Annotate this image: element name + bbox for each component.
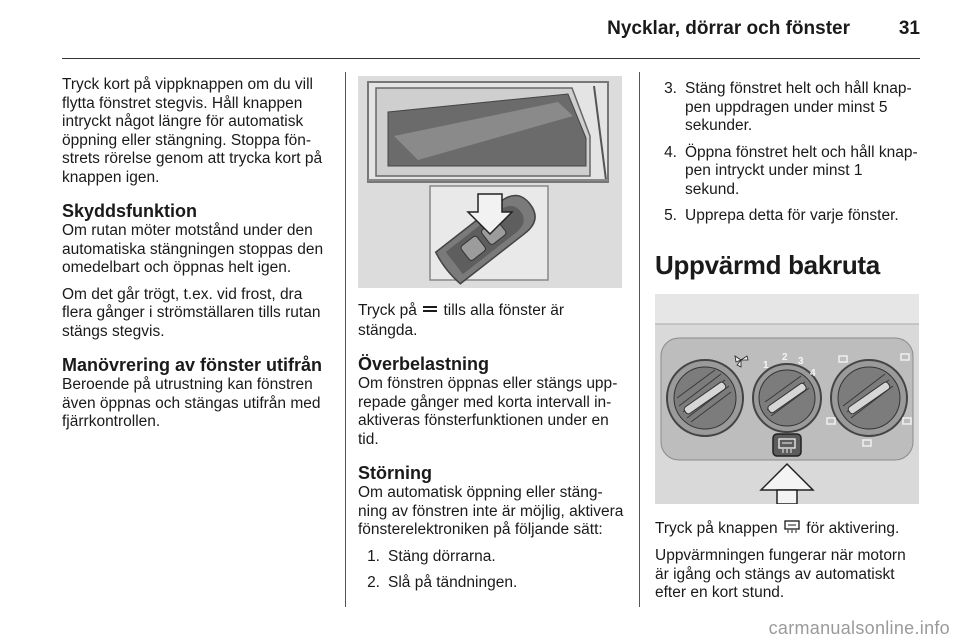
- press-prefix: Tryck på knappen: [655, 519, 778, 537]
- fault-steps-list-continued: [655, 80, 920, 226]
- list-item: 4. Öppna fönstret helt och håll knappen intryckt under minst 1 sekund.: [664, 143, 918, 198]
- heading-overload: Överbelastning: [358, 354, 490, 374]
- dial-number: 2: [782, 351, 788, 363]
- list-item: 1. Stäng dörrarna.: [367, 547, 496, 565]
- overload-paragraph: Om fönstren öppnas eller stängs upprepade gånger med korta intervall inaktiveras fönsterfunktionen under en tid.: [358, 375, 618, 448]
- watermark: carmanualsonline.info: [768, 618, 950, 638]
- header-divider: [62, 58, 920, 59]
- list-item: 2. Slå på tändningen.: [367, 574, 518, 591]
- activation-instruction: [655, 520, 920, 540]
- heading-remote: Manövrering av fönster utifrån: [62, 355, 323, 375]
- column-right: [655, 80, 920, 611]
- car-key-figure: [358, 76, 622, 288]
- dial-number: 4: [810, 367, 816, 379]
- list-item: 3. Stäng fönstret helt och håll knappen uppdragen under minst 5 sekunder.: [664, 80, 912, 134]
- press-suffix: för aktivering.: [806, 519, 900, 537]
- list-item: 5. Upprepa detta för varje fönster.: [664, 207, 899, 224]
- dial-number: 1: [763, 359, 769, 371]
- remote-paragraph: Beroende på utrustning kan fönstren även öppnas och stängas utifrån med fjärrkontrollen.: [62, 376, 321, 430]
- door-window-illustration: [358, 76, 622, 288]
- heading-protection: Skyddsfunktion: [62, 201, 198, 221]
- dial-number: 3: [798, 355, 804, 367]
- page-number: 31: [898, 18, 920, 39]
- fault-steps-list: [358, 548, 624, 593]
- window-close-icon: [423, 303, 437, 322]
- column-middle: [358, 76, 624, 601]
- protection-paragraph-2: Om det går trögt, t.ex. vid frost, dra flera gånger i strömställaren tills rutan stängs stegvis.: [62, 285, 321, 340]
- close-instruction: [358, 302, 624, 340]
- climate-knobs-illustration: [655, 294, 919, 504]
- protection-paragraph-1: Om rutan möter motstånd under den automatiska stängningen stoppas den omedelbart och öppnas helt igen.: [62, 222, 324, 276]
- intro-paragraph: Tryck kort på vippknappen om du vill flytta fönstret stegvis. Håll knappen intryckt något längre för automatisk öppning eller stängning. Stoppa fönstrets rörelse genom att trycka kort på knappen igen.: [62, 76, 323, 186]
- column-left: [62, 76, 330, 440]
- column-divider: [639, 72, 640, 607]
- heating-paragraph: Uppvärmningen fungerar när motorn är igång och stängs av automatiskt efter en kort stund.: [655, 547, 906, 601]
- climate-control-figure: [655, 294, 919, 504]
- close-suffix: tills alla fönster är stängda.: [358, 302, 565, 339]
- close-prefix: Tryck på: [358, 302, 417, 319]
- heading-fault: Störning: [358, 463, 432, 483]
- rear-window-heating-icon: [784, 520, 800, 540]
- column-divider: [345, 72, 346, 607]
- page-header-title: Nycklar, dörrar och fönster: [607, 18, 850, 39]
- heading-heated-rear-window: Uppvärmd bakruta: [655, 249, 880, 280]
- fault-paragraph: Om automatisk öppning eller stängning av fönstren inte är möjlig, aktivera fönsterelektroniken på följande sätt:: [358, 484, 624, 538]
